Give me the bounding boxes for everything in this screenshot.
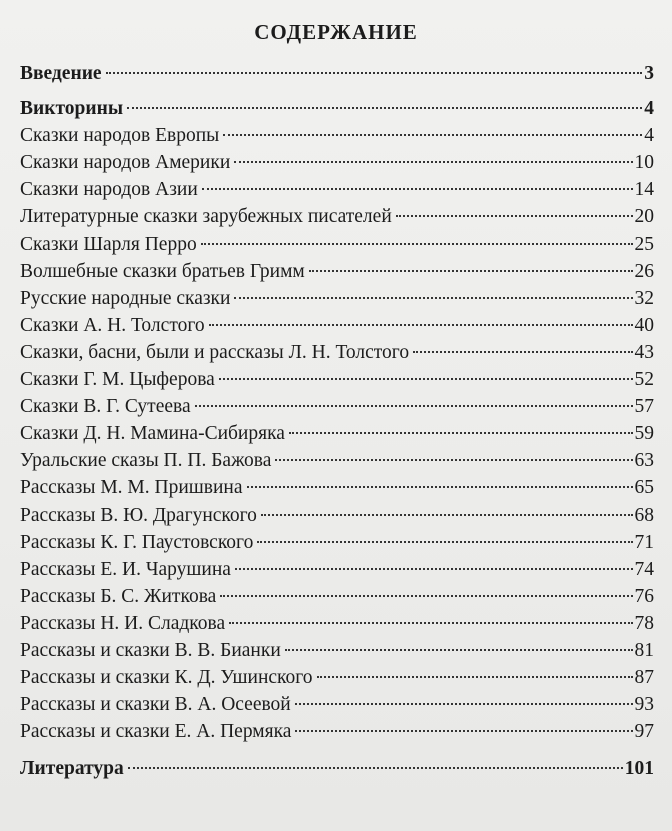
toc-entry	[20, 718, 654, 745]
toc-entry-page: 32	[634, 287, 654, 309]
toc-entry-page: 65	[634, 477, 654, 499]
toc-entry-page: 43	[634, 341, 654, 363]
toc-entry-page: 40	[634, 314, 654, 336]
toc-entry-label: Литературные сказки зарубежных писателей	[20, 206, 392, 228]
dot-leader	[229, 622, 632, 624]
toc-entries-list	[20, 122, 654, 745]
toc-entry	[20, 176, 654, 203]
dot-leader	[202, 188, 633, 190]
toc-entry-label: Рассказы Н. И. Сладкова	[20, 612, 226, 634]
toc-entry-label: Уральские сказы П. П. Бажова	[20, 450, 272, 472]
toc-entry	[20, 529, 654, 556]
toc-entry	[20, 366, 654, 393]
toc-entry-page: 74	[634, 558, 654, 580]
toc-entry	[20, 312, 654, 339]
dot-leader	[223, 134, 642, 136]
dot-leader	[309, 270, 633, 272]
toc-entry-page: 57	[634, 396, 654, 418]
toc-entry-label: Рассказы М. М. Пришвина	[20, 477, 243, 499]
toc-entry-page: 59	[634, 423, 654, 445]
toc-entry	[20, 258, 654, 285]
toc-entry	[20, 691, 654, 718]
toc-entry-label: Сказки А. Н. Толстого	[20, 314, 205, 336]
toc-entry-label: Рассказы В. Ю. Драгунского	[20, 504, 257, 526]
dot-leader	[209, 324, 633, 326]
toc-entry-page: 78	[634, 612, 654, 634]
toc-entry-label: Сказки, басни, были и рассказы Л. Н. Толстого	[20, 341, 410, 363]
dot-leader	[234, 297, 632, 299]
toc-entry	[20, 502, 654, 529]
toc-entry-label: Сказки В. Г. Сутеева	[20, 396, 191, 418]
dot-leader	[413, 351, 632, 353]
dot-leader	[234, 161, 632, 163]
toc-entry-label: Рассказы и сказки Е. А. Пермяка	[20, 721, 292, 743]
toc-entry-quizzes	[20, 95, 654, 122]
toc-entry-label: Сказки Д. Н. Мамина-Сибиряка	[20, 423, 285, 445]
toc-entry-page: 97	[634, 721, 654, 743]
page-title: СОДЕРЖАНИЕ	[254, 20, 418, 44]
dot-leader	[396, 215, 633, 217]
dot-leader	[219, 378, 633, 380]
toc-entry-label: Сказки Шарля Перро	[20, 233, 197, 255]
toc-entry-label: Рассказы и сказки В. А. Осеевой	[20, 694, 291, 716]
toc-entry-label: Сказки народов Европы	[20, 125, 220, 147]
table-of-contents	[20, 60, 654, 782]
dot-leader	[317, 676, 633, 678]
dot-leader	[261, 514, 633, 516]
toc-entry-label: Сказки народов Азии	[20, 179, 198, 201]
toc-entry-page: 76	[634, 585, 654, 607]
spacer	[20, 745, 654, 755]
dot-leader	[235, 568, 633, 570]
toc-entry-page: 3	[644, 63, 654, 84]
toc-entry-page: 4	[644, 98, 654, 120]
toc-entry	[20, 122, 654, 149]
toc-entry-label: Литература	[20, 758, 124, 780]
toc-entry-intro	[20, 60, 654, 87]
toc-entry-label: Рассказы и сказки В. В. Бианки	[20, 639, 281, 661]
toc-entry	[20, 393, 654, 420]
toc-entry	[20, 231, 654, 258]
toc-entry-label: Введение	[20, 63, 102, 84]
toc-entry-page: 71	[634, 531, 654, 553]
spacer	[20, 87, 654, 95]
toc-entry-literature	[20, 755, 654, 782]
dot-leader	[275, 459, 632, 461]
toc-entry	[20, 637, 654, 664]
toc-entry	[20, 447, 654, 474]
toc-entry-page: 14	[634, 179, 654, 201]
dot-leader	[285, 649, 633, 651]
toc-entry-page: 87	[634, 667, 654, 689]
toc-entry-page: 52	[634, 369, 654, 391]
toc-entry-label: Викторины	[20, 98, 124, 120]
toc-entry-page: 26	[634, 260, 654, 282]
dot-leader	[106, 72, 643, 74]
toc-entry	[20, 203, 654, 230]
dot-leader	[289, 432, 633, 434]
toc-entry-page: 93	[634, 694, 654, 716]
dot-leader	[128, 767, 623, 769]
toc-entry	[20, 610, 654, 637]
dot-leader	[295, 703, 633, 705]
toc-entry-label: Рассказы и сказки К. Д. Ушинского	[20, 667, 313, 689]
toc-entry	[20, 664, 654, 691]
toc-entry	[20, 583, 654, 610]
toc-entry-page: 101	[624, 758, 654, 780]
toc-entry-label: Русские народные сказки	[20, 287, 231, 309]
toc-entry-label: Рассказы К. Г. Паустовского	[20, 531, 254, 553]
toc-entry	[20, 556, 654, 583]
toc-entry-label: Рассказы Б. С. Житкова	[20, 585, 217, 607]
toc-entry-label: Сказки народов Америки	[20, 152, 231, 174]
toc-entry-page: 10	[634, 152, 654, 174]
toc-entry	[20, 339, 654, 366]
toc-entry-label: Волшебные сказки братьев Гримм	[20, 260, 305, 282]
dot-leader	[201, 243, 633, 245]
toc-entry-label: Рассказы Е. И. Чарушина	[20, 558, 231, 580]
dot-leader	[195, 405, 633, 407]
dot-leader	[127, 107, 642, 109]
toc-entry-page: 81	[634, 639, 654, 661]
toc-entry-label: Сказки Г. М. Цыферова	[20, 369, 215, 391]
toc-entry	[20, 285, 654, 312]
dot-leader	[220, 595, 632, 597]
toc-entry-page: 68	[634, 504, 654, 526]
toc-entry-page: 63	[634, 450, 654, 472]
dot-leader	[295, 730, 632, 732]
toc-entry	[20, 420, 654, 447]
dot-leader	[247, 486, 633, 488]
dot-leader	[257, 541, 632, 543]
toc-entry-page: 4	[644, 125, 654, 147]
toc-entry-page: 20	[634, 206, 654, 228]
toc-entry	[20, 149, 654, 176]
toc-entry-page: 25	[634, 233, 654, 255]
toc-entry	[20, 474, 654, 501]
